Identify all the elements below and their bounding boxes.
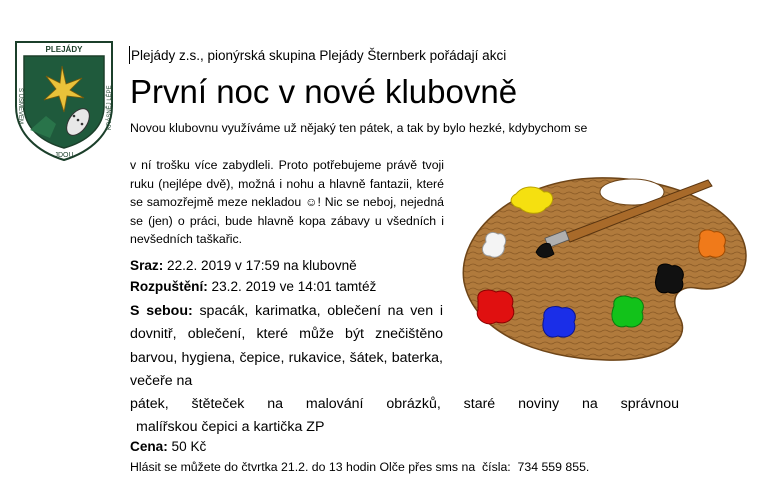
text-cursor (129, 46, 130, 64)
logo-bottom-text: JDOU (54, 152, 74, 159)
sebou-line-last: malířskou čepici a kartička ZP (136, 419, 325, 436)
green-paint-blob (612, 296, 643, 327)
cena-line (130, 437, 206, 457)
contact-line: Hlásit se můžete do čtvrtka 21.2. do 13 hodin Olče přes sms na čísla: 734 559 855. (130, 460, 590, 474)
body-text: Proto potřebujeme právě tvoji ruku (nejlépe dvě), možná i nohu a hlavně fantazii, které se samozřejmě meze nekladou ☺! Nic se neboj, nejedná se (jen) o práci, bude hlavně kopa zábavy u všedních i nevšedních taškařic. (130, 158, 444, 246)
blue-paint-blob (543, 306, 575, 337)
sraz-line (130, 256, 357, 276)
rozpusteni-line (130, 277, 376, 297)
organizer-line: Plejády z.s., pionýrská skupina Plejády Šternberk pořádají akci (131, 48, 507, 63)
plejady-logo (10, 38, 118, 164)
intro-paragraph (130, 120, 690, 137)
cena-label: Cena: (130, 439, 168, 454)
sebou-label: S sebou: (130, 303, 193, 319)
sraz-label: Sraz: (130, 258, 164, 273)
sebou-line-full: pátek, štěteček na malování obrázků, staré noviny na správnou (130, 396, 679, 412)
rozpusteni-label: Rozpuštění: (130, 279, 208, 294)
sraz-value: 22.2. 2019 v 17:59 na klubovně (163, 258, 357, 273)
logo-top-text: PLEJÁDY (45, 45, 83, 54)
orange-paint-blob (699, 230, 726, 257)
rozpusteni-value: 23.2. 2019 ve 14:01 tamtéž (207, 279, 377, 294)
body-paragraph (130, 156, 444, 249)
sebou-continuation (130, 393, 679, 440)
sebou-value: spacák, karimatka, oblečení na ven i dovnitř, oblečení, které může být znečištěno barvou, hygiena, čepice, rukavice, šátek, baterka, večeře na (130, 303, 443, 390)
sebou-paragraph (130, 300, 443, 394)
paint-palette-icon (446, 172, 752, 364)
logo-left-text: S ÚSMĚVEM (17, 88, 23, 125)
black-paint-blob (656, 264, 684, 293)
page-title: První noc v nové klubovně (130, 73, 518, 110)
intro-line-1: Novou klubovnu využíváme už nějaký ten pátek, a tak by bylo hezké, kdybychom se (130, 121, 588, 135)
intro-line-2: v ní trošku více zabydleli. (130, 158, 274, 172)
logo-right-text: KRÁSNĚJ LÉPE (107, 85, 113, 130)
white-paint-blob (483, 232, 506, 257)
red-paint-blob (477, 290, 514, 324)
cena-value: 50 Kč (167, 439, 207, 454)
